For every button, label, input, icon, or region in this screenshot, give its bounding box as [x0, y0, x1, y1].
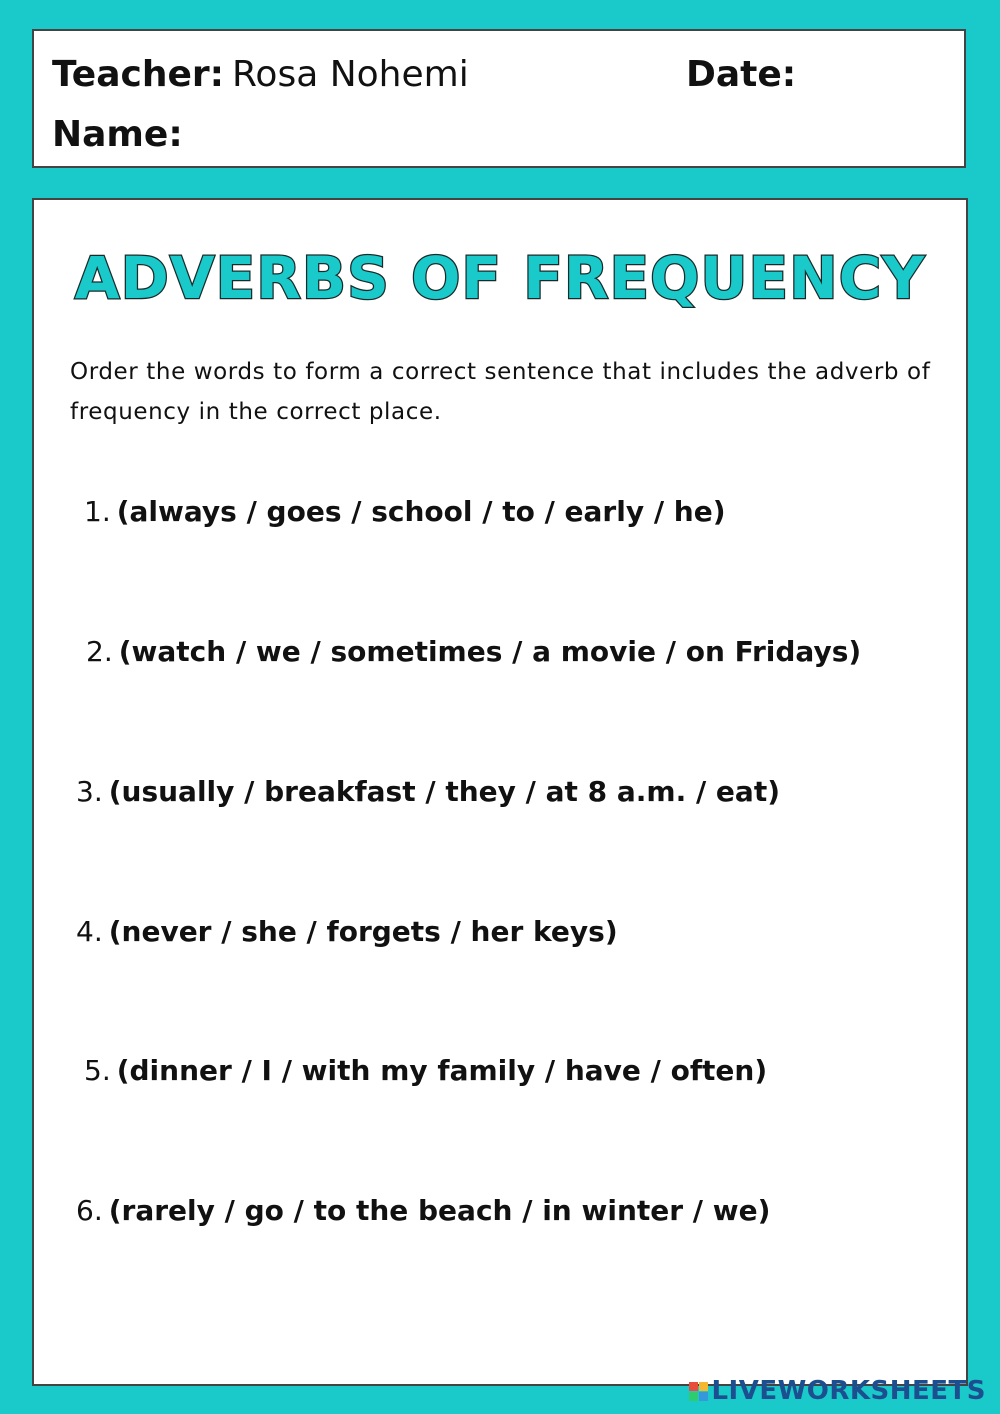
worksheet-title: ADVERBS OF FREQUENCY	[74, 244, 926, 312]
name-label: Name:	[52, 114, 183, 155]
item-number: 5.	[84, 1054, 111, 1087]
exercise-item-6	[76, 1191, 770, 1231]
item-number: 2.	[86, 635, 113, 668]
item-words: (never / she / forgets / her keys)	[108, 915, 618, 948]
item-number: 6.	[76, 1194, 103, 1227]
logo-square-blue	[699, 1392, 708, 1401]
teacher-line	[52, 55, 469, 95]
logo-square-green	[689, 1392, 698, 1401]
instructions-text: Order the words to form a correct sentence that includes the adverb of frequency in the correct place.	[70, 359, 931, 425]
logo-square-yellow	[699, 1382, 708, 1391]
liveworksheets-logo[interactable]	[689, 1376, 986, 1406]
logo-square-red	[689, 1382, 698, 1391]
date-label: Date:	[686, 54, 797, 95]
exercise-item-4	[76, 912, 618, 952]
logo-text: LIVEWORKSHEETS	[711, 1376, 986, 1406]
item-words: (watch / we / sometimes / a movie / on Fridays)	[118, 635, 862, 668]
item-words: (dinner / I / with my family / have / often)	[116, 1054, 768, 1087]
exercise-item-5	[84, 1051, 767, 1091]
teacher-label: Teacher:	[52, 54, 225, 95]
exercise-item-1	[84, 492, 726, 532]
item-number: 4.	[76, 915, 103, 948]
item-words: (usually / breakfast / they / at 8 a.m. / eat)	[108, 775, 780, 808]
item-number: 1.	[84, 495, 111, 528]
header-box	[32, 29, 966, 168]
logo-mark-icon	[689, 1382, 708, 1401]
exercise-item-2	[86, 632, 861, 672]
date-line	[686, 55, 796, 95]
name-line	[52, 115, 183, 155]
teacher-name: Rosa Nohemi	[232, 54, 469, 95]
item-number: 3.	[76, 775, 103, 808]
item-words: (always / goes / school / to / early / he)	[116, 495, 726, 528]
exercise-item-3	[76, 772, 780, 812]
worksheet-box	[32, 198, 968, 1386]
item-words: (rarely / go / to the beach / in winter / we)	[108, 1194, 771, 1227]
